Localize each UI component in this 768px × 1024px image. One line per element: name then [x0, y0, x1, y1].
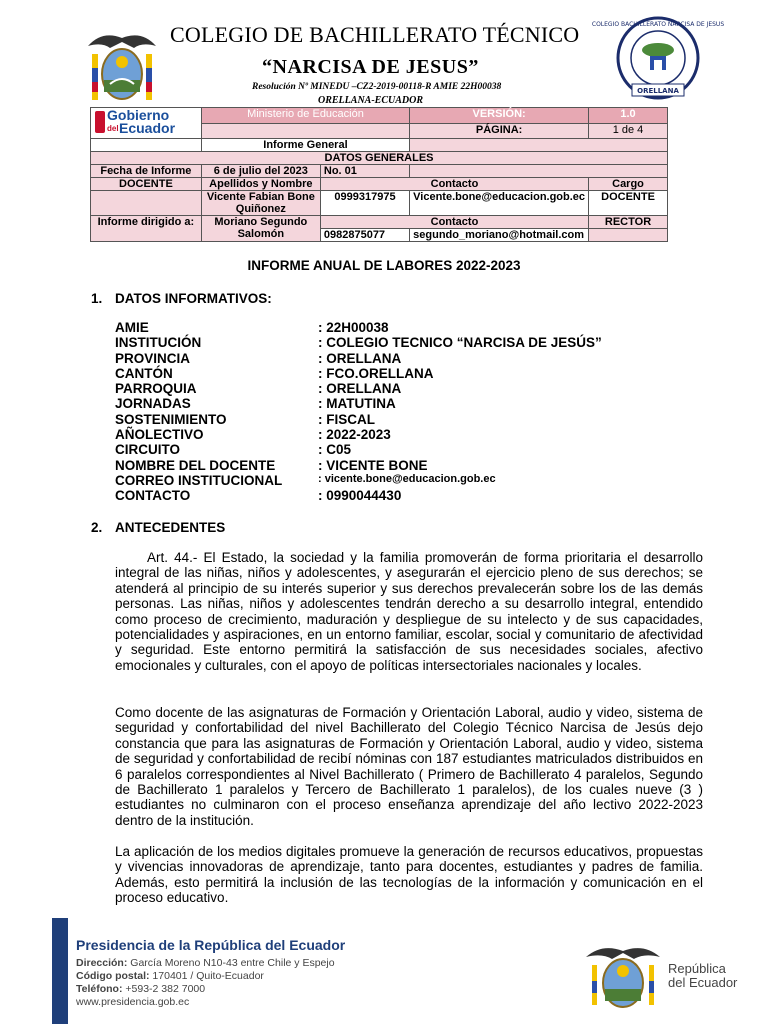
numero-value: No. 01 — [320, 165, 409, 178]
rector-email: segundo_moriano@hotmail.com — [410, 229, 589, 242]
docente-label: DOCENTE — [91, 178, 202, 191]
blank-cell — [201, 123, 409, 139]
logo-ecuador-text: Ecuador — [119, 120, 176, 136]
paragraph-docente: Como docente de las asignaturas de Formación y Orientación Laboral, audio y video, sistema de seguridad y confortabilidad del nivel Bachillerato del Colegio Técnico Narcisa de Jesús dejo constancia que para las asignaturas de Formación y Orientación Laboral, audio y video, sistema de seguridad y confortabilidad de recibí nóminas con 187 estudiantes matriculados distribuidos en 6 paralelos correspondientes al Nivel Bachillerato ( Primero de Bachillerato 4 paralelos, Segundo de Bachillerato 1 paralelos y Tercero de Bachillerato 1 paralelos), de los cuales nueve (3 ) estudiantes no culminaron con el proceso enseñanza aprendizaje del año lectivo 2022-2023 dentro de la institución. — [115, 705, 703, 828]
blank-cell — [410, 139, 668, 152]
blank-cell — [91, 191, 202, 216]
section2-title: ANTECEDENTES — [115, 520, 226, 535]
gobierno-logo — [91, 108, 202, 139]
pagina-label: PÁGINA: — [410, 123, 589, 139]
fecha-value: 6 de julio del 2023 — [201, 165, 320, 178]
section2-number: 2. — [91, 520, 103, 535]
rector-phone: 0982875077 — [320, 229, 409, 242]
footer-accent-bar — [52, 918, 68, 1024]
footer-title: Presidencia de la República del Ecuador — [76, 937, 346, 953]
section1-title: DATOS INFORMATIVOS: — [115, 291, 272, 306]
informe-general-cell: Informe General — [201, 139, 409, 152]
logo-spacer — [91, 139, 202, 152]
republica-label: República del Ecuador — [668, 961, 738, 990]
rector-name: Moriano Segundo Salomón — [201, 216, 320, 242]
docente-phone: 0999317975 — [320, 191, 409, 216]
docente-name: Vicente Fabian Bone Quiñonez — [201, 191, 320, 216]
docente-cargo: DOCENTE — [589, 191, 668, 216]
rector-contacto-label: Contacto — [320, 216, 588, 229]
school-name: “NARCISA DE JESUS” — [262, 56, 479, 78]
paragraph-art44: Art. 44.- El Estado, la sociedad y la familia promoverán de forma prioritaria el desarrollo integral de las niñas, niños y adolescentes, y asegurarán el ejercicio pleno de sus derechos; se atenderá al principio de su interés superior y sus derechos prevalecerán sobre los de las demás personas. Las niñas, niños y adolescentes tendrán derecho a su desarrollo integral, entendido como proceso de crecimiento, maduración y despliegue de su intelecto y de sus capacidades, potencialidades y aspiraciones, en un entorno familiar, escolar, social y comunitario de afectividad y seguridad. Este entorno permitirá la satisfacción de sus necesidades sociales, afectivo emocionales y culturales, con el apoyo de políticas intersectoriales nacionales y locales. — [115, 550, 703, 673]
paragraph-medios: La aplicación de los medios digitales promueve la generación de recursos educativos, propuestas y vivencias innovadoras de aprendizaje, tanto para docentes, estudiantes y padres de familia. Además, esto permitirá la inclusión de las tecnologías de la información y comunicación en el proceso educativo. — [115, 844, 703, 906]
rector-cargo: RECTOR — [589, 216, 668, 229]
dirigido-label: Informe dirigido a: — [91, 216, 202, 242]
pagina-value: 1 de 4 — [589, 123, 668, 139]
report-title: INFORME ANUAL DE LABORES 2022-2023 — [247, 258, 521, 273]
info-table — [90, 107, 668, 242]
docente-email: Vicente.bone@educacion.gob.ec — [410, 191, 589, 216]
cargo-label: Cargo — [589, 178, 668, 191]
school-title: COLEGIO DE BACHILLERATO TÉCNICO — [170, 22, 580, 47]
datos-generales-header: DATOS GENERALES — [91, 152, 668, 165]
blank-cell — [589, 229, 668, 242]
ecuador-coat-of-arms-icon — [82, 24, 162, 104]
footer-web: www.presidencia.gob.ec — [76, 996, 190, 1008]
version-label: VERSIÓN: — [410, 108, 589, 124]
seal-text: COLEGIO BACHILLERATO NARCISA DE JESUS — [591, 21, 725, 28]
fecha-label: Fecha de Informe — [91, 165, 202, 178]
ministerio-cell: Ministerio de Educación — [201, 108, 409, 124]
logo-del-text: del — [107, 124, 119, 133]
footer-postal: Código postal: 170401 / Quito-Ecuador — [76, 970, 264, 982]
contacto-label: Contacto — [320, 178, 588, 191]
seal-bottom-text: ORELLANA — [637, 87, 679, 95]
resolution-text: Resolución Nº MINEDU –CZ2-2019-00118-R AMIE 22H00038 — [252, 82, 502, 92]
footer-address: Dirección: García Moreno N10-43 entre Chile y Espejo — [76, 957, 335, 969]
republica-emblem-icon — [578, 935, 668, 1015]
apellidos-label: Apellidos y Nombre — [201, 178, 320, 191]
school-seal-icon — [591, 16, 725, 102]
section1-number: 1. — [91, 291, 103, 306]
location-text: ORELLANA-ECUADOR — [318, 95, 424, 106]
logo-gobierno-text: Gobierno — [107, 107, 170, 123]
version-value: 1.0 — [589, 108, 668, 124]
blank-cell — [410, 165, 668, 178]
footer-phone: Teléfono: +593-2 382 7000 — [76, 983, 206, 995]
